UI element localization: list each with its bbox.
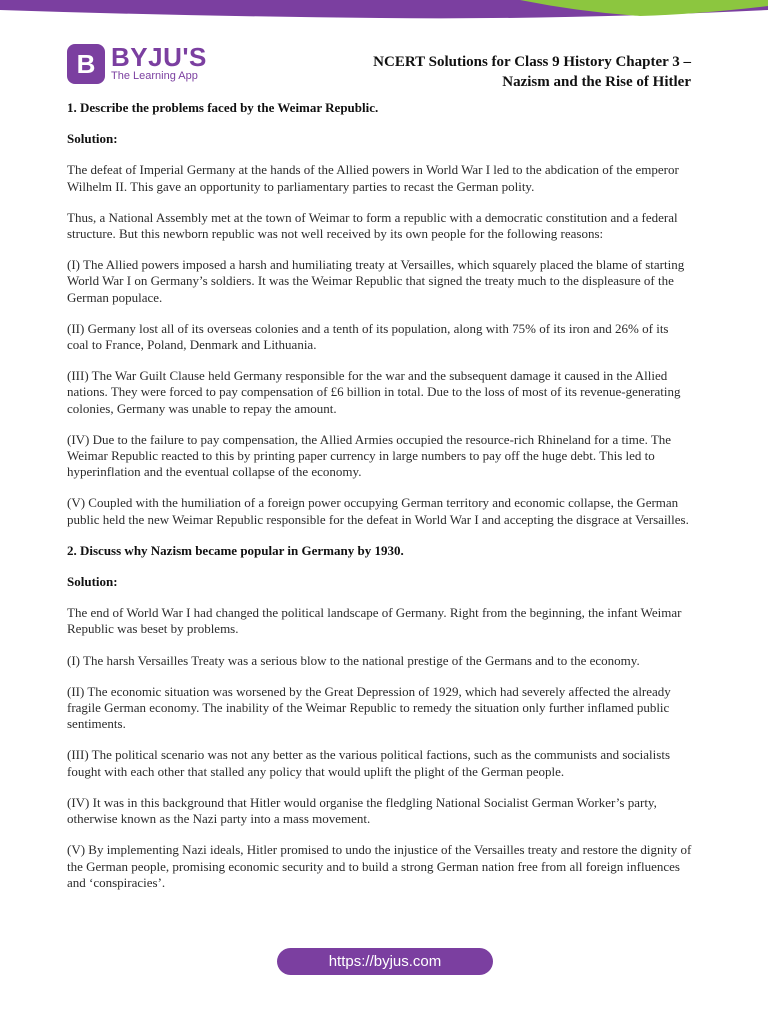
q1-paragraph: (I) The Allied powers imposed a harsh and humiliating treaty at Versailles, which squarely placed the blame of starting World War I on Germany’s soldiers. It was the Weimar Republic that signed the treaty much to the displeasure of the German populace.: [67, 257, 685, 305]
q1-paragraph: (III) The War Guilt Clause held Germany responsible for the war and the subsequent damage it caused in the Allied nations. They were forced to pay compensation of £6 billion in total. Due to the loss of most of its revenue-generating colonies, Germany was unable to repay the amount.: [67, 368, 681, 416]
logo-tagline: The Learning App: [111, 70, 198, 82]
solution-2-label: Solution:: [67, 574, 118, 590]
q1-paragraph: (II) Germany lost all of its overseas colonies and a tenth of its population, along with 75% of its iron and 26% of its coal to France, Poland, Denmark and Lithuania.: [67, 320, 669, 353]
q2-paragraph: The end of World War I had changed the political landscape of Germany. Right from the beginning, the infant Weimar Republic was beset by problems.: [67, 605, 682, 637]
q1-paragraph: (V) Coupled with the humiliation of a foreign power occupying German territory and economic collapse, the German public held the new Weimar Republic responsible for the defeat in World War I and accepting the disgrace at Versailles.: [67, 495, 689, 527]
website-link-button[interactable]: https://byjus.com: [277, 948, 493, 975]
document-body: [67, 100, 692, 906]
q2-paragraph: (I) The harsh Versailles Treaty was a serious blow to the national prestige of the Germans and to the economy.: [67, 652, 640, 668]
document-title-line-2: Nazism and the Rise of Hitler: [502, 74, 691, 90]
logo-badge-icon: B: [67, 44, 105, 84]
logo-brand-name: BYJU'S: [111, 42, 207, 72]
top-decorative-bar: [0, 0, 768, 22]
question-2: 2. Discuss why Nazism became popular in Germany by 1930.: [67, 542, 404, 558]
question-1: 1. Describe the problems faced by the Weimar Republic.: [67, 100, 379, 115]
q2-paragraph: (IV) It was in this background that Hitler would organise the fledgling National Socialist German Worker’s party, otherwise known as the Nazi party into a mass movement.: [67, 794, 657, 827]
q2-paragraph: (III) The political scenario was not any better as the various political factions, such as the communists and socialists fought with each other that stalled any policy that would uplift the plight of the German people.: [67, 747, 671, 779]
q1-paragraph: Thus, a National Assembly met at the town of Weimar to form a republic with a democratic constitution and a federal structure. But this newborn republic was not well received by its own people for the following reasons:: [67, 209, 678, 242]
document-title: [373, 52, 691, 92]
q2-paragraph: (II) The economic situation was worsened by the Great Depression of 1929, which had severely affected the already fragile German economy. The inability of the Weimar Republic to remedy the situation only further inflamed public sentiments.: [67, 683, 671, 732]
byjus-logo[interactable]: [67, 44, 207, 84]
q1-paragraph: The defeat of Imperial Germany at the hands of the Allied powers in World War I led to the abdication of the emperor Wilhelm II. This gave an opportunity to parliamentary parties to recast the German polity.: [67, 162, 679, 194]
q1-paragraph: (IV) Due to the failure to pay compensation, the Allied Armies occupied the resource-rich Rhineland for a time. The Weimar Republic reacted to this by printing paper currency in large numbers to pay off the huge debt. This led to hyperinflation and the eventual collapse of the economy.: [67, 431, 672, 480]
q2-paragraph: (V) By implementing Nazi ideals, Hitler promised to undo the injustice of the Versailles treaty and restore the dignity of the German people, promising economic security and to build a strong German nation free from all foreign influences and ‘conspiracies’.: [67, 842, 692, 890]
solution-1-label: Solution:: [67, 131, 118, 147]
document-title-line-1: NCERT Solutions for Class 9 History Chapter 3 –: [373, 54, 691, 70]
